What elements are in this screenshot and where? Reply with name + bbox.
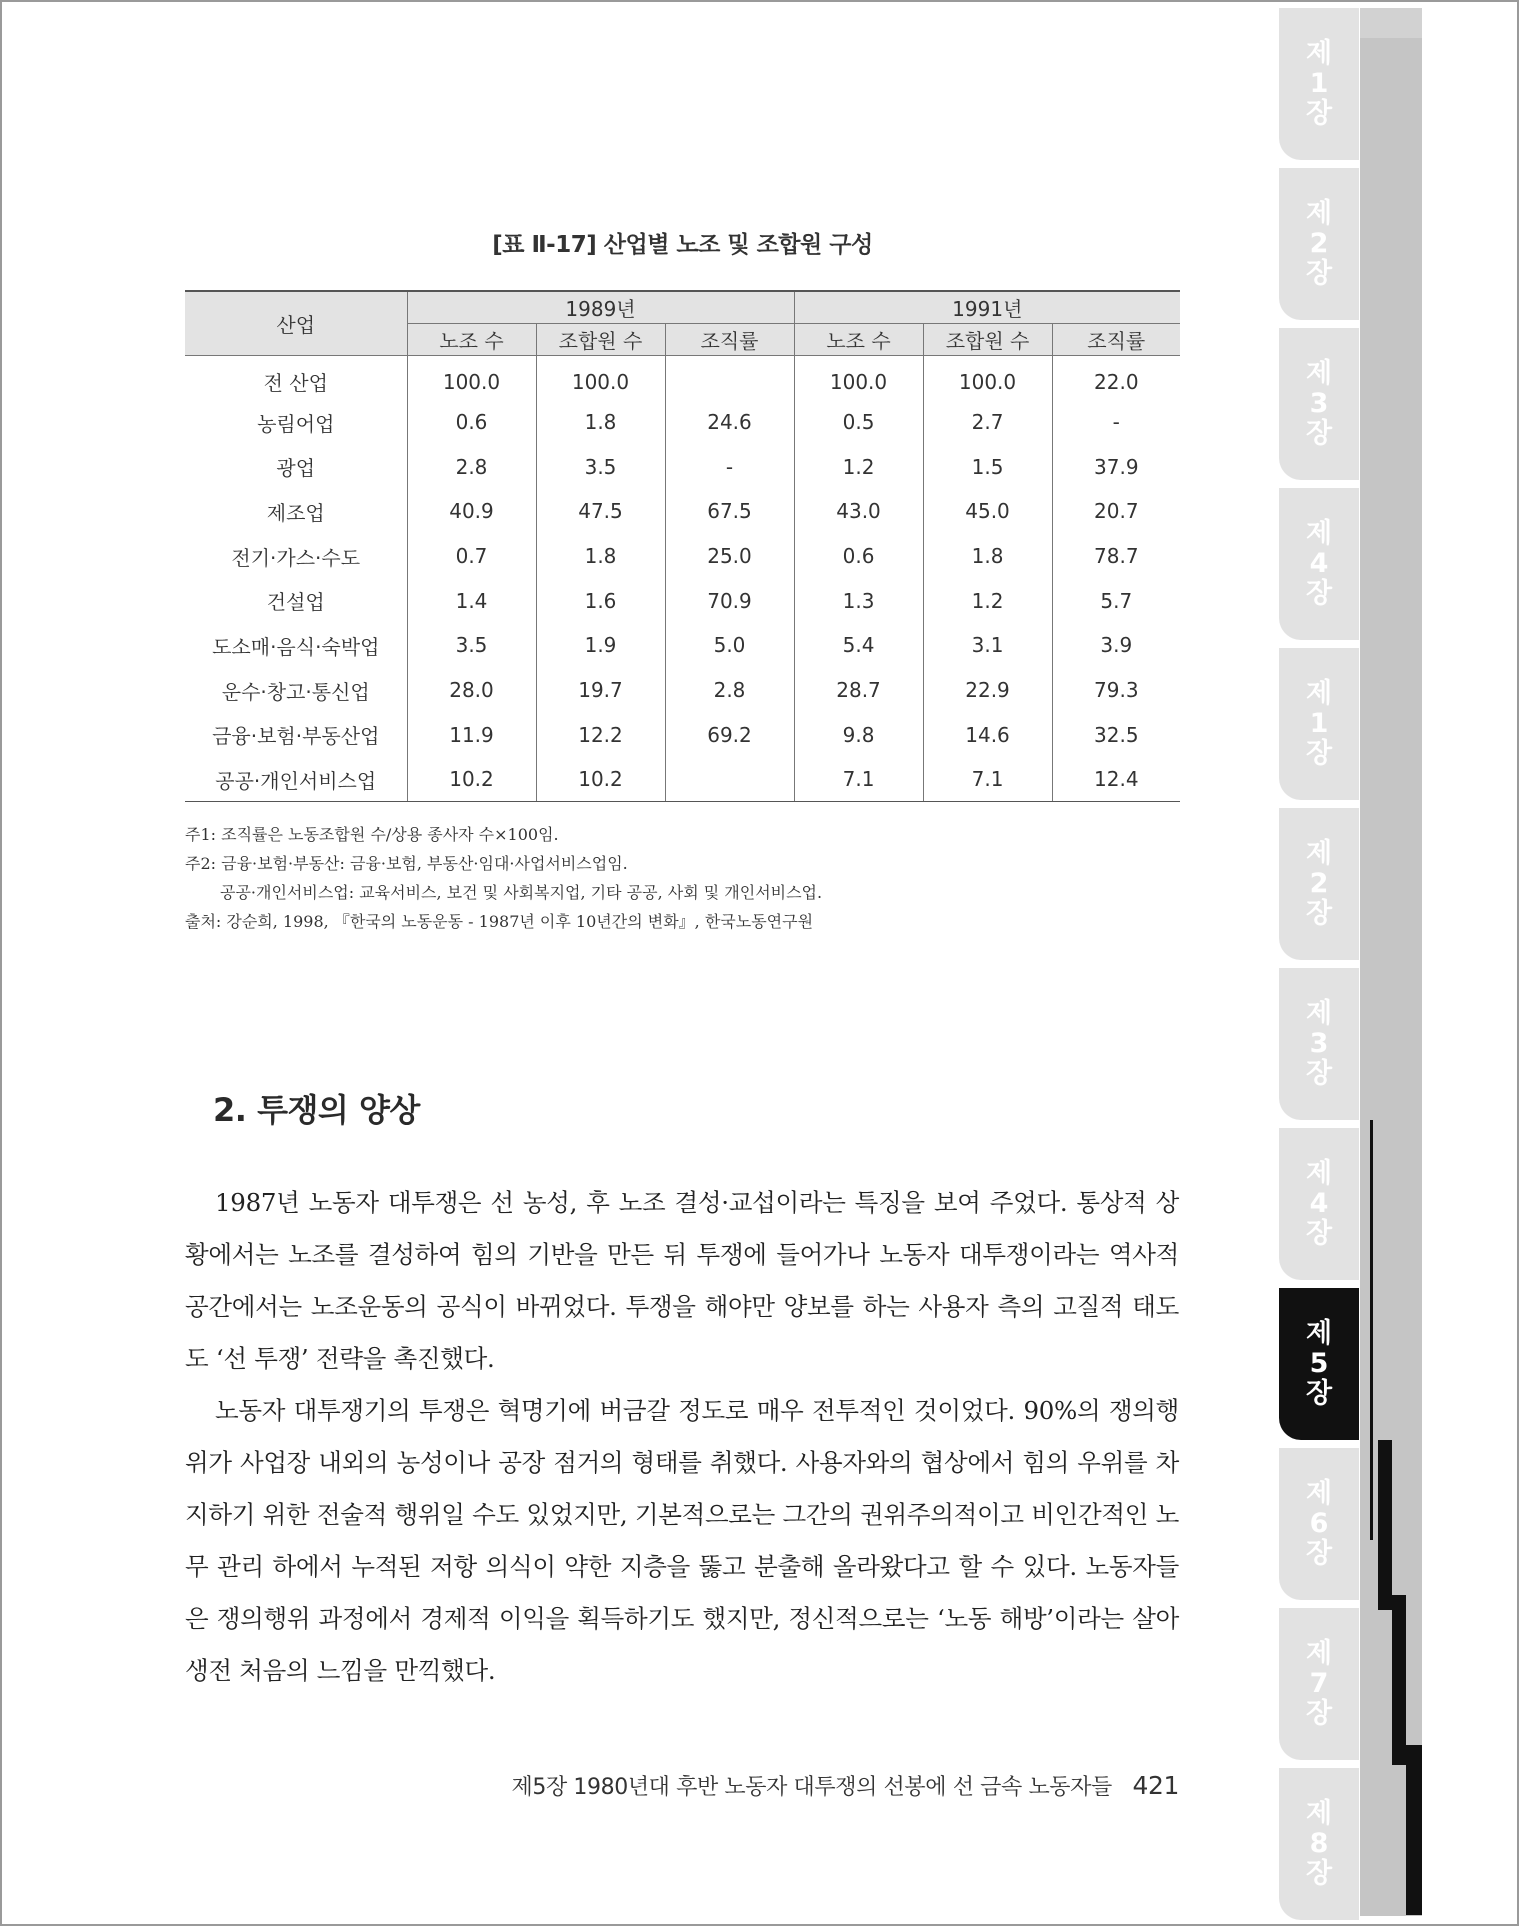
table-row	[185, 534, 1180, 579]
value-cell: 100.0	[923, 355, 1052, 400]
industry-cell: 제조업	[185, 489, 407, 534]
value-cell: 1.8	[536, 534, 665, 579]
value-cell: 43.0	[794, 489, 923, 534]
edge-marker	[1406, 1745, 1422, 1915]
chapter-tab-8[interactable]	[1279, 1128, 1359, 1280]
chapter-tab-12[interactable]	[1279, 1768, 1359, 1920]
chapter-tab-suffix: 장	[1305, 1218, 1333, 1249]
chapter-tab-suffix: 장	[1305, 738, 1333, 769]
chapter-tab-prefix: 제	[1305, 1318, 1333, 1349]
value-cell: 2.8	[407, 444, 536, 489]
value-cell: 1.8	[536, 400, 665, 445]
industry-cell: 광업	[185, 444, 407, 489]
subheader-rate-1991: 조직률	[1052, 323, 1180, 355]
value-cell: 45.0	[923, 489, 1052, 534]
industry-cell: 금융·보험·부동산업	[185, 713, 407, 758]
value-cell: 1.6	[536, 578, 665, 623]
value-cell: 1.4	[407, 578, 536, 623]
chapter-tab-prefix: 제	[1305, 678, 1333, 709]
industry-cell: 도소매·음식·숙박업	[185, 623, 407, 668]
chapter-tab-prefix: 제	[1305, 1638, 1333, 1669]
table-source: 출처: 강순희, 1998, 『한국의 노동운동 - 1987년 이후 10년간의 변화』, 한국노동연구원	[185, 912, 814, 931]
value-cell: 11.9	[407, 713, 536, 758]
value-cell: 79.3	[1094, 678, 1139, 703]
edge-marker	[1370, 1120, 1373, 1540]
industry-cell: 운수·창고·통신업	[185, 668, 407, 713]
table-note-1: 주1: 조직률은 노동조합원 수/상용 종사자 수×100임.	[185, 825, 559, 844]
subheader-unions-1989: 노조 수	[407, 323, 536, 355]
value-cell: 1.9	[536, 623, 665, 668]
year-header-1991: 1991년	[794, 291, 1180, 323]
value-cell: 37.9	[1094, 454, 1139, 479]
value-cell: 78.7	[1094, 544, 1139, 569]
value-cell: 10.2	[407, 757, 536, 802]
value-cell: 1.8	[923, 534, 1052, 579]
chapter-tab-number: 2	[1309, 228, 1329, 259]
table-row	[185, 668, 1180, 713]
body-paragraph-1: 1987년 노동자 대투쟁은 선 농성, 후 노조 결성·교섭이라는 특징을 보여 주었다. 통상적 상황에서는 노조를 결성하여 힘의 기반을 만든 뒤 투쟁에 들어가나 노동자 대투쟁이라는 역사적 공간에서는 노조운동의 공식이 바뀌었다. 투쟁을 해야만 양보를 하는 사용자 측의 고질적 태도도 ‘선 투쟁’ 전략을 촉진했다.	[185, 1188, 1179, 1373]
chapter-tab-number: 5	[1309, 1348, 1329, 1379]
subheader-members-1991: 조합원 수	[923, 323, 1052, 355]
value-cell: 32.5	[1094, 722, 1139, 747]
chapter-tab-suffix: 장	[1305, 418, 1333, 449]
table-row	[185, 400, 1180, 445]
value-cell: 20.7	[1094, 499, 1139, 524]
value-cell: 0.7	[407, 534, 536, 579]
value-cell: 5.7	[1100, 588, 1133, 613]
table-header-row	[185, 291, 1180, 323]
value-cell: 19.7	[536, 668, 665, 713]
industry-cell: 건설업	[185, 578, 407, 623]
subheader-unions-1991: 노조 수	[794, 323, 923, 355]
value-cell: 0.6	[407, 400, 536, 445]
value-cell: 5.4	[794, 623, 923, 668]
value-cell: 100.0	[794, 355, 923, 400]
chapter-tab-number: 7	[1309, 1668, 1329, 1699]
body-paragraph-2: 노동자 대투쟁기의 투쟁은 혁명기에 버금갈 정도로 매우 전투적인 것이었다. 90%의 쟁의행위가 사업장 내외의 농성이나 공장 점거의 형태를 취했다. 사용자와의 협상에서 힘의 우위를 차지하기 위한 전술적 행위일 수도 있었지만, 기본적으로는 그간의 권위주의적이고 비인간적인 노무 관리 하에서 누적된 저항 의식이 약한 지층을 뚫고 분출해 올라왔다고 할 수 있다. 노동자들은 쟁의행위 과정에서 경제적 이익을 획득하기도 했지만, 정신적으로는 ‘노동 해방’이라는 살아생전 처음의 느낌을 만끽했다.	[185, 1396, 1179, 1685]
year-header-1989: 1989년	[407, 291, 794, 323]
value-cell: 25.0	[665, 534, 794, 579]
value-cell: 1.2	[794, 444, 923, 489]
industry-cell: 전 산업	[185, 355, 407, 400]
value-cell: 0.6	[794, 534, 923, 579]
value-cell: 5.0	[665, 623, 794, 668]
page-number: 421	[1132, 1771, 1179, 1800]
value-cell	[665, 757, 794, 802]
section-heading: 2. 투쟁의 양상	[213, 1091, 420, 1129]
value-cell: 2.8	[665, 668, 794, 713]
table-row	[185, 757, 1180, 802]
value-cell: 69.2	[665, 713, 794, 758]
value-cell: 28.7	[794, 668, 923, 713]
value-cell: 14.6	[923, 713, 1052, 758]
chapter-tab-suffix: 장	[1305, 258, 1333, 289]
chapter-tab-number: 6	[1309, 1508, 1329, 1539]
book-edge	[1360, 8, 1422, 1916]
value-cell: 70.9	[665, 578, 794, 623]
chapter-tab-number: 8	[1309, 1828, 1329, 1859]
chapter-tab-number: 1	[1309, 68, 1329, 99]
chapter-tab-3[interactable]	[1279, 328, 1359, 480]
industry-cell: 전기·가스·수도	[185, 534, 407, 579]
value-cell: 22.9	[923, 668, 1052, 713]
value-cell: 3.1	[923, 623, 1052, 668]
value-cell: 12.4	[1052, 757, 1180, 802]
table-row	[185, 578, 1180, 623]
value-cell: 3.5	[407, 623, 536, 668]
value-cell: 1.2	[923, 578, 1052, 623]
chapter-tab-6[interactable]	[1279, 808, 1359, 960]
industry-cell: 공공·개인서비스업	[185, 757, 407, 802]
value-cell: -	[1112, 410, 1120, 435]
value-cell: 40.9	[407, 489, 536, 534]
chapter-tab-4[interactable]	[1279, 488, 1359, 640]
industry-union-table	[185, 290, 1180, 802]
subheader-members-1989: 조합원 수	[536, 323, 665, 355]
value-cell: 2.7	[923, 400, 1052, 445]
chapter-tab-prefix: 제	[1305, 1478, 1333, 1509]
value-cell: 28.0	[407, 668, 536, 713]
subheader-rate-1989: 조직률	[665, 323, 794, 355]
value-cell: 10.2	[536, 757, 665, 802]
value-cell: 0.5	[794, 400, 923, 445]
table-notes	[185, 820, 1185, 936]
chapter-tab-11[interactable]	[1279, 1608, 1359, 1760]
value-cell: 7.1	[794, 757, 923, 802]
table-row	[185, 355, 1180, 400]
chapter-tab-10[interactable]	[1279, 1448, 1359, 1600]
chapter-tab-suffix: 장	[1305, 98, 1333, 129]
table-row	[185, 489, 1180, 534]
page-footer	[512, 1770, 1179, 1801]
table-row	[185, 444, 1180, 489]
chapter-tab-number: 1	[1309, 708, 1329, 739]
chapter-tab-2[interactable]	[1279, 168, 1359, 320]
chapter-tab-7[interactable]	[1279, 968, 1359, 1120]
table-row	[185, 623, 1180, 668]
value-cell: 100.0	[407, 355, 536, 400]
body-text	[185, 1177, 1179, 1697]
chapter-tab-suffix: 장	[1305, 1698, 1333, 1729]
edge-marker	[1378, 1440, 1392, 1610]
chapter-tab-suffix: 장	[1305, 1858, 1333, 1889]
value-cell: 67.5	[665, 489, 794, 534]
value-cell: 7.1	[923, 757, 1052, 802]
chapter-tab-suffix: 장	[1305, 1058, 1333, 1089]
value-cell: 47.5	[536, 489, 665, 534]
industry-cell: 농림어업	[185, 400, 407, 445]
value-cell: 3.9	[1100, 633, 1133, 658]
industry-header: 산업	[185, 291, 407, 355]
value-cell: 1.5	[923, 444, 1052, 489]
chapter-tab-prefix: 제	[1305, 1798, 1333, 1829]
value-cell: 100.0	[536, 355, 665, 400]
book-edge-top	[1360, 8, 1422, 38]
chapter-tab-number: 4	[1309, 1188, 1329, 1219]
chapter-tab-suffix: 장	[1305, 1538, 1333, 1569]
value-cell: 12.2	[536, 713, 665, 758]
chapter-tab-prefix: 제	[1305, 998, 1333, 1029]
chapter-tab-number: 4	[1309, 548, 1329, 579]
table-note-2-continued: 공공·개인서비스업: 교육서비스, 보건 및 사회복지업, 기타 공공, 사회 및 개인서비스업.	[220, 883, 823, 902]
chapter-tab-prefix: 제	[1305, 518, 1333, 549]
chapter-tab-suffix: 장	[1305, 578, 1333, 609]
value-cell: 22.0	[1094, 369, 1139, 394]
chapter-tab-9[interactable]	[1279, 1288, 1359, 1440]
running-title: 제5장 1980년대 후반 노동자 대투쟁의 선봉에 선 금속 노동자들	[511, 1775, 1112, 1800]
chapter-tab-number: 3	[1309, 388, 1329, 419]
chapter-tab-suffix: 장	[1305, 898, 1333, 929]
edge-marker	[1392, 1595, 1406, 1765]
chapter-tab-number: 3	[1309, 1028, 1329, 1059]
chapter-tab-prefix: 제	[1305, 838, 1333, 869]
value-cell: 3.5	[536, 444, 665, 489]
chapter-tab-prefix: 제	[1305, 198, 1333, 229]
chapter-tab-suffix: 장	[1305, 1378, 1333, 1409]
chapter-tab-number: 2	[1309, 868, 1329, 899]
chapter-tab-5[interactable]	[1279, 648, 1359, 800]
value-cell: 24.6	[665, 400, 794, 445]
value-cell: 1.3	[794, 578, 923, 623]
chapter-tab-1[interactable]	[1279, 8, 1359, 160]
table-row	[185, 713, 1180, 758]
chapter-tab-prefix: 제	[1305, 358, 1333, 389]
value-cell	[665, 355, 794, 400]
chapter-tab-prefix: 제	[1305, 1158, 1333, 1189]
table-caption: [표 Ⅱ-17] 산업별 노조 및 조합원 구성	[492, 232, 873, 258]
chapter-tab-prefix: 제	[1305, 38, 1333, 69]
value-cell: -	[665, 444, 794, 489]
value-cell: 9.8	[794, 713, 923, 758]
table-note-2: 주2: 금융·보험·부동산: 금융·보험, 부동산·임대·사업서비스업임.	[185, 854, 628, 873]
